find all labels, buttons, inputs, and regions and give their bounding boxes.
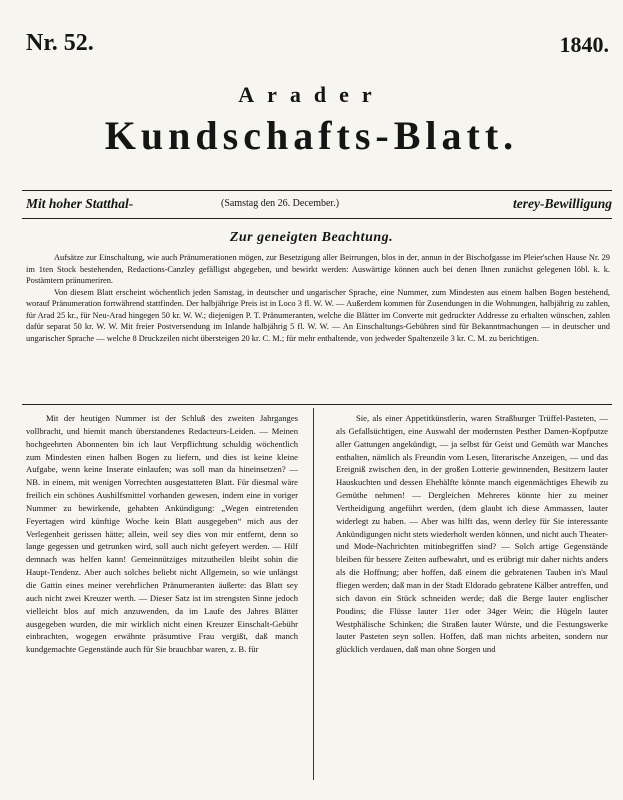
section-rule — [22, 404, 612, 405]
issue-number: Nr. 52. — [26, 30, 94, 56]
notice-title: Zur geneigten Beachtung. — [229, 230, 394, 245]
masthead-rule-bottom — [22, 218, 612, 219]
article-left-column — [26, 412, 298, 656]
issue-year: 1840. — [559, 32, 609, 57]
publication-title-line2: Kundschafts-Blatt. — [104, 113, 519, 158]
notice-paragraph: Aufsätze zur Einschaltung, wie auch Pränumerationen mögen, zur Besetzigung aller Beirrungen, blos in der, annun in der Bischofgasse im Pleier'schen Hause Nr. 29 im 1ten Stock bestehenden, Redactions-Canzley gefälligst abgegeben, und bewirkt werden: Auswärtige können auch bei denen Ihnen zunächst gelegenen löbl. k. k. Postämtern pränumeriren. — [26, 253, 610, 285]
masthead-rule-top — [22, 190, 612, 191]
privilege-line-right: terey-Bewilligung — [513, 196, 612, 211]
issue-date: (Samstag den 26. December.) — [221, 198, 340, 209]
column-divider — [313, 408, 314, 780]
article-paragraph: Sie, als einer Appetitkünstlerin, waren Straßburger Trüffel-Pasteten, — als Gefallsüchtigen, eine Auswahl der modernsten Pesther Damen-Kopfputze aller Gattungen angekündigt, — ja selbst für Geist und Gemüth war Manches enthalten, nämlich als Freundin vom Lesen, literarische Anzeigen, — und das Ereigniß zwischen den, in der großen Lotterie gewinnenden, Besitzern lauter Hauskuchten und dessen Ehehälfte könnte manch eigenmächtiges Ehewib zu Gemüthe nehmen! — Dergleichen Mehreres könnte hier zu meiner Vertheidigung angeführt werden, (dem glaubt ich diese Ammassen, lauter widerlegt zu haben. — Aber was hilft das, wenn derley für Sie interessante Ankündigungen nicht stets wiederholt werden können, und nicht auch Theater- und Mode-Nachrichten mitinbegriffen sind? — Solch artige Gegenstände bleiben für bessere Zeiten aufbewahrt, und es erübrigt mir daher nichts anders als die Hoffnung; aber hoffen, daß einem die gebratenen Tauben in's Maul fliegen werden; daß man in der Stadt Eldorado gebratene Kälber antreffen, und sich davon ein Stück schneiden werde; daß die Berge lauter englischer Poudins; die Flüsse lauter 11er oder 34ger Wein; die Hügeln lauter Westphälische Schinken; die Straßen lauter Würste, und die Festungswerke lauter Pasteten seyn sollen. Hoffen, daß man nichts arbeiten, sondern nur glücklich verdauen, daß man ohne Sorgen und — [336, 413, 608, 655]
notice-paragraph: Von diesem Blatt erscheint wöchentlich jeden Samstag, in deutscher und ungarischer Sprache, eine Nummer, zum Mindesten aus einem halben Bogen bestehend, worauf Pränumeration fortwährend stattfinden. Der halbjährige Preis ist in Loco 3 fl. W. W. — Außerdem kommen für Zusendungen in die Wohnungen, halbjährig zu zahlen, für Arad 25 kr., für Neu-Arad hingegen 50 kr. W. W.; diejenigen P. T. Pränumeranten, welche die Blätter im Converte mit gedruckter Addresse zu erhalten wünschen, zahlen dafür separat 50 kr. W. W. Mit freier Postversendung im Inlande halbjährig 5 fl. W. W. — An Einschaltungs-Gebühren sind für Bekanntmachungen — in deutscher und ungarischer Sprache — welche 8 Druckzeilen nicht übersteigen 20 kr. C. M.; für mehr enthaltende, von jedweder Spaltenzeile 3 kr. C. M. zu berichtigen. — [26, 287, 610, 343]
article-paragraph: Mit der heutigen Nummer ist der Schluß des zweiten Jahrganges vollbracht, und hiemit manch überstandenes Redacteurs-Leiden. — Meinen hochgeehrten Abonnenten bin ich laut Verpflichtung schuldig wöchentlich zum Mindesten einen halben Bogen zu liefern, und dies ist keine kleine Aufgabe, wenn keine Inserate einlaufen; was soll man da hineinsetzen? — NB. in einem, mit wenigen Vorrechten ausgestatteten Blatt. Für diesmal wäre freilich ein schönes Aushilfsmittel vorhanden gewesen, indem eine in voriger Nummer zu bewirkende, gehabten Ankündigung: „Wegen eintretenden Feyertagen wird künftige Woche kein Blatt ausgegeben“ mich aus der Verlegenheit gerissen hätte; allein, weil sey dies von mir entfernt, denn so lange gegessen und getrunken wird, soll auch nicht gefeyert werden. — Hilf demnach was helfen kann! Gemeinnütziges mitzutheilen bleibt sohin die Haupt-Tendenz. Aber auch solches beliebt nicht Allgemein, so wie unlängst die Gattin eines meiner verehrlichen Pränumeranten äußerte: das Blatt sey auch nicht zwei Kreuzer werth. — Dieser Satz ist im strengsten Sinne jedoch vielleicht blos auf mich anzuwenden, da im Laufe des Jahres Blätter ausgegeben wurden, die mir wirklich nicht einen Kreuzer Einschalt-Gebühr einbrachten, wogegen erwähnte präsumtive Frau vergißt, daß manch kundgemachte Gegenstände auch für Sie brauchbar waren, z. B. für — [26, 413, 298, 655]
article-right-column — [336, 412, 608, 656]
privilege-line-left: Mit hoher Statthal- — [26, 196, 134, 211]
notice-body — [26, 252, 610, 344]
publication-title-line1: Arader — [238, 82, 385, 107]
